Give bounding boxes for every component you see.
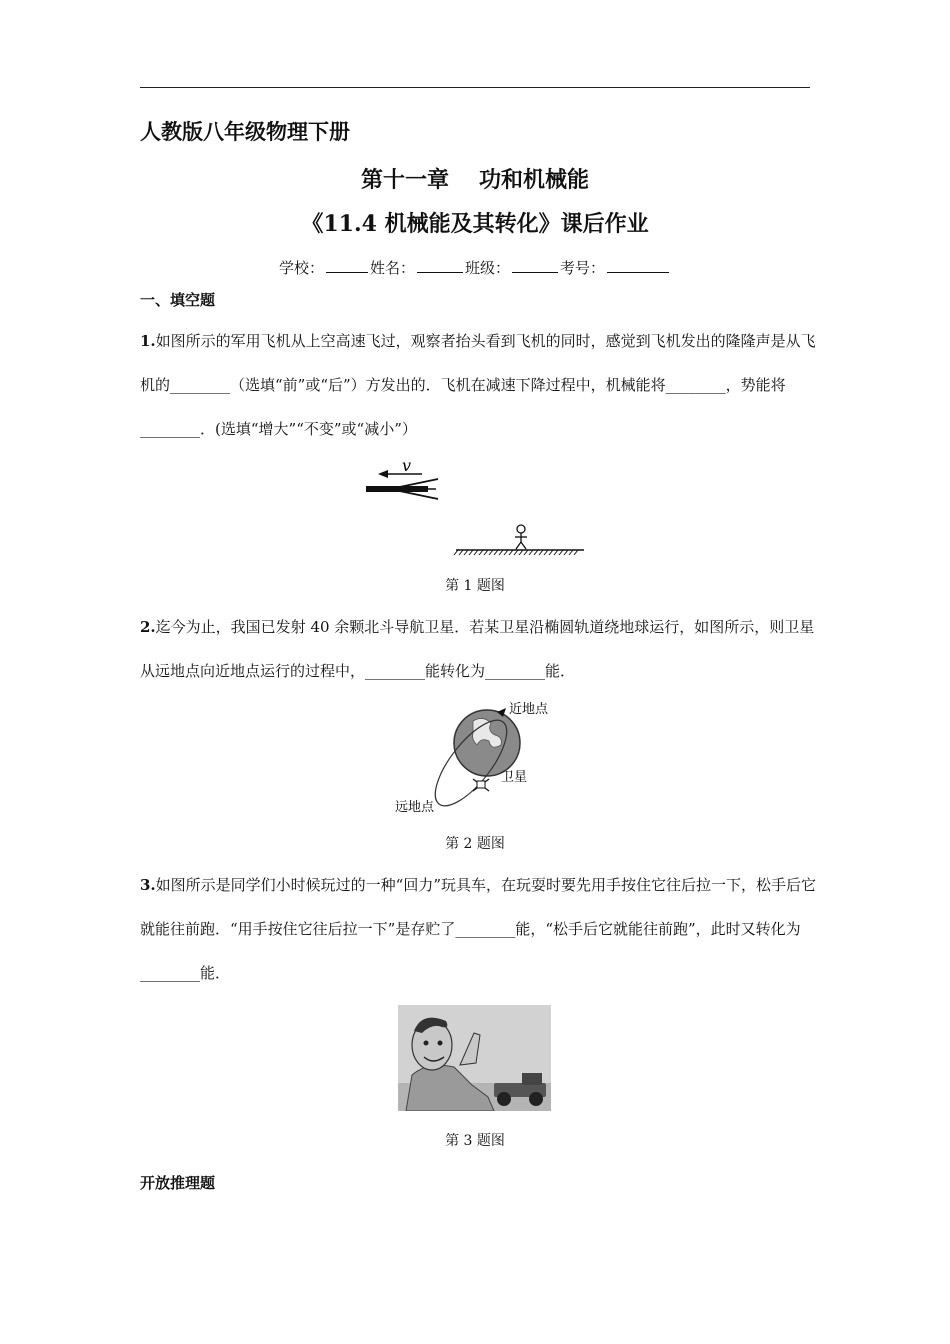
- velocity-arrow-head: [378, 470, 388, 478]
- observer-leg-left: [516, 542, 521, 549]
- class-blank[interactable]: [512, 258, 558, 273]
- question-3-text: 如图所示是同学们小时候玩过的一种“回力”玩具车，在玩耍时要先用手按住它往后拉一下，松手后它就能往前跑．“用手按住它往后拉一下”是存贮了________能，“松手后它就能往前跑”，此时又转化为________能．: [140, 876, 817, 982]
- chapter-heading: [0, 163, 950, 194]
- section-title-open-reasoning: 开放推理题: [140, 1174, 216, 1192]
- figure-3-toy-car-photo: [398, 1005, 551, 1111]
- figure-1-airplane-diagram: [360, 455, 600, 560]
- lesson-title: 《11.4 机械能及其转化》课后作业: [301, 211, 649, 237]
- man-eye-left: [424, 1041, 429, 1046]
- question-3: [140, 863, 820, 995]
- class-label: 班级：: [465, 259, 511, 277]
- toy-car-wheel-rear: [497, 1092, 511, 1106]
- question-3-number: 3.: [140, 876, 156, 894]
- toy-car-cab: [522, 1073, 542, 1085]
- school-blank[interactable]: [326, 258, 368, 273]
- question-2-number: 2.: [140, 618, 156, 636]
- perigee-label: 近地点: [509, 702, 549, 717]
- question-1-number: 1.: [140, 332, 156, 350]
- question-2-text: 迄今为止，我国已发射 40 余颗北斗导航卫星．若某卫星沿椭圆轨道绕地球运行，如图所示，则卫星从远地点向近地点运行的过程中，________能转化为________能．: [140, 618, 815, 680]
- exam-no-label: 考号：: [560, 259, 606, 277]
- satellite-label: 卫星: [501, 770, 528, 785]
- figure-2-satellite-orbit: [385, 695, 575, 820]
- man-eye-right: [438, 1041, 443, 1046]
- observer-head: [517, 525, 525, 533]
- book-title: 人教版八年级物理下册: [140, 119, 350, 144]
- section-title-fill-blank: 一、填空题: [140, 291, 216, 309]
- question-1-text: 如图所示的军用飞机从上空高速飞过，观察者抬头看到飞机的同时，感觉到飞机发出的隆隆声是从飞机的________（选填“前”或“后”）方发出的．飞机在减速下降过程中，机械能将________，势能将________．(选填“增大”“不变”或“减小”）: [140, 332, 816, 438]
- figure-3-caption: 第 3 题图: [445, 1133, 505, 1149]
- exam-no-blank[interactable]: [607, 258, 669, 273]
- school-label: 学校：: [278, 259, 324, 277]
- chapter-number: 第十一章: [360, 167, 449, 193]
- figure-2-caption: 第 2 题图: [445, 836, 505, 852]
- velocity-label: v: [402, 456, 412, 475]
- question-2: [140, 605, 820, 693]
- name-blank[interactable]: [417, 258, 463, 273]
- chapter-title: 功和机械能: [479, 167, 590, 193]
- header-rule: [140, 87, 810, 88]
- observer-leg-right: [521, 542, 526, 549]
- apogee-label: 远地点: [395, 800, 435, 815]
- toy-car-wheel-front: [529, 1092, 543, 1106]
- student-info: [0, 257, 950, 278]
- figure-1-caption: 第 1 题图: [445, 578, 505, 594]
- satellite-icon: [473, 779, 489, 791]
- question-1: [140, 319, 820, 451]
- name-label: 姓名：: [369, 259, 415, 277]
